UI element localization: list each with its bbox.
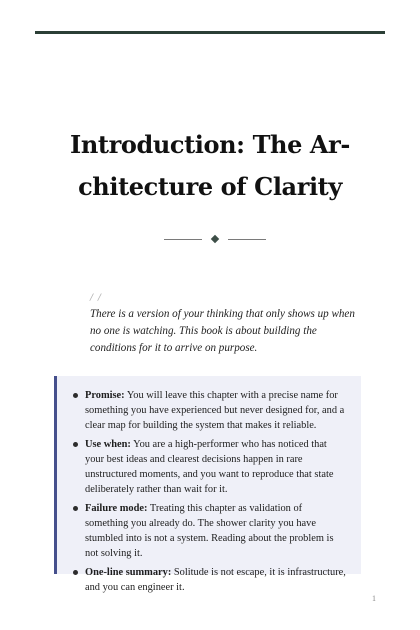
summary-item-text: You are a high-performer who has noticed that your best ideas and clearest decisions happen in rare unstructured moments, and you want to reproduce that state deliberately rather than wait for it. bbox=[85, 439, 334, 495]
summary-item-label: One-line summary: bbox=[85, 567, 172, 578]
summary-list bbox=[73, 388, 347, 595]
summary-item-text: Solitude is not escape, it is infrastructure, and you can engineer it. bbox=[85, 567, 346, 593]
summary-item-use-when bbox=[73, 437, 347, 497]
epigraph bbox=[90, 292, 355, 357]
bullet-icon bbox=[73, 570, 78, 575]
summary-item-text: You will leave this chapter with a precise name for something you have experienced but never designed for, and a clear map for building the system that makes it reliable. bbox=[85, 390, 345, 431]
summary-item-one-line-summary bbox=[73, 565, 347, 595]
summary-item-failure-mode bbox=[73, 501, 347, 561]
diamond-icon bbox=[211, 235, 219, 243]
chapter-title bbox=[40, 124, 380, 208]
ornament-line-right bbox=[228, 239, 266, 240]
ornament-line-left bbox=[164, 239, 202, 240]
bullet-icon bbox=[73, 393, 78, 398]
quote-mark-icon: / / bbox=[90, 293, 102, 303]
section-ornament bbox=[164, 232, 266, 246]
top-rule bbox=[35, 31, 385, 34]
epigraph-text: There is a version of your thinking that only shows up when no one is watching. This book is about building the conditions for it to arrive on purpose. bbox=[90, 308, 355, 354]
chapter-title-line-1: Introduction: The Ar- bbox=[70, 130, 350, 159]
chapter-summary-callout bbox=[54, 376, 361, 593]
summary-item-promise bbox=[73, 388, 347, 433]
bullet-icon bbox=[73, 506, 78, 511]
bullet-icon bbox=[73, 442, 78, 447]
summary-item-label: Failure mode: bbox=[85, 503, 148, 514]
summary-item-label: Use when: bbox=[85, 439, 131, 450]
chapter-title-line-2: chitecture of Clarity bbox=[78, 172, 342, 201]
summary-item-label: Promise: bbox=[85, 390, 125, 401]
page-number: 1 bbox=[372, 594, 376, 603]
summary-item-text: Treating this chapter as validation of something you already do. The shower clarity you have stumbled into is not a system. Reading about the problem is not solving it. bbox=[85, 503, 334, 559]
